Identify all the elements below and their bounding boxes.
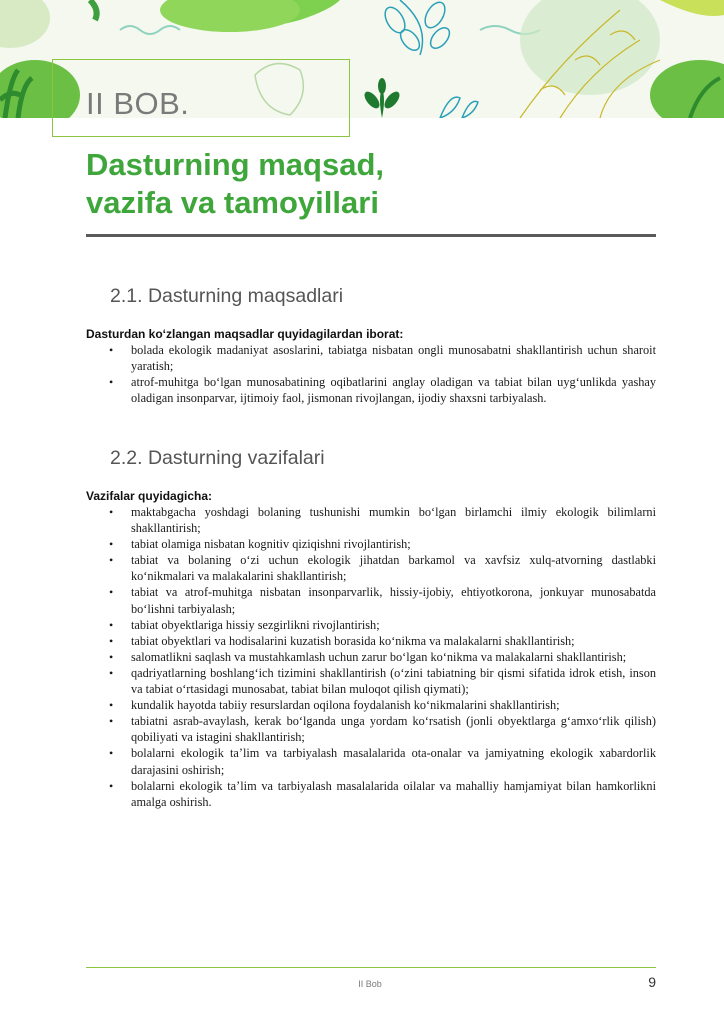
page-title: [86, 146, 646, 222]
list-item: • maktabgacha yoshdagi bolaning tushunishi mumkin bo‘lgan birlamchi ilmiy ekologik bilimlarni shakllantirish;: [86, 504, 656, 536]
list-item: • tabiatni asrab-avaylash, kerak bo‘lganda unga yordam ko‘rsatish (jonli obyektlarga g‘amxo‘rlik qilish) qobiliyati va istagini shakllantirish;: [86, 713, 656, 745]
chapter-label: II BOB.: [86, 86, 190, 121]
list-item: • tabiat olamiga nisbatan kognitiv qiziqishni rivojlantirish;: [86, 536, 656, 552]
list-item: • tabiat va bolaning o‘zi uchun ekologik jihatdan barkamol va xavfsiz xulq-atvorning dastlabki ko‘nikmalari va malakalarini shakllantirish;: [86, 552, 656, 584]
title-divider: [86, 234, 656, 237]
tasks-intro: Vazifalar quyidagicha:: [86, 489, 213, 503]
list-item: • bolada ekologik madaniyat asoslarini, tabiatga nisbatan ongli munosabatni shakllantirish uchun sharoit yaratish;: [86, 342, 656, 374]
list-item: • tabiat obyektlariga hissiy sezgirlikni rivojlantirish;: [86, 617, 656, 633]
footer-divider: [86, 967, 656, 968]
section-heading-tasks: 2.2. Dasturning vazifalari: [110, 447, 325, 469]
page-number: 9: [648, 974, 656, 990]
list-item: • bolalarni ekologik ta’lim va tarbiyalash masalalarida oilalar va mahalliy hamjamiyat bilan hamkorlikni amalga oshirish.: [86, 778, 656, 810]
section-heading-goals: 2.1. Dasturning maqsadlari: [110, 285, 344, 307]
goals-intro: Dasturdan ko‘zlangan maqsadlar quyidagilardan iborat:: [86, 327, 404, 341]
list-item: • tabiat va atrof-muhitga nisbatan insonparvarlik, hissiy-ijobiy, ehtiyotkorona, jonkuyar munosabatda bo‘lishni tarbiyalash;: [86, 584, 656, 616]
list-item: • qadriyatlarning boshlang‘ich tizimini shakllantirish (o‘zini tabiatning bir qismi sifatida idrok etish, inson va tabiat o‘rtasidagi munosabat, tabiat bilan muloqot qilish qiymati);: [86, 665, 656, 697]
page-title-line-1: Dasturning maqsad,: [86, 147, 384, 182]
tasks-list: [86, 504, 656, 810]
page-title-line-2: vazifa va tamoyillari: [86, 185, 379, 220]
list-item: • atrof-muhitga bo‘lgan munosabatining oqibatlarini anglay oladigan va tabiat bilan uyg‘unlikda yashay oladigan insonparvar, ijtimoiy faol, jismonan rivojlangan, ijodiy shaxsni tarbiyalash.: [86, 374, 656, 406]
list-item: • tabiat obyektlari va hodisalarini kuzatish borasida ko‘nikma va malakalarni shakllantirish;: [86, 633, 656, 649]
list-item: • salomatlikni saqlash va mustahkamlash uchun zarur bo‘lgan ko‘nikma va malakalarni shakllantirish;: [86, 649, 656, 665]
goals-list: [86, 342, 656, 406]
list-item: • kundalik hayotda tabiiy resurslardan oqilona foydalanish ko‘nikmalarini shakllantirish;: [86, 697, 656, 713]
list-item: • bolalarni ekologik ta’lim va tarbiyalash masalalarida ota-onalar va jamiyatning ekologik xabardorlik darajasini oshirish;: [86, 745, 656, 777]
footer-chapter-label: II Bob: [358, 979, 382, 989]
